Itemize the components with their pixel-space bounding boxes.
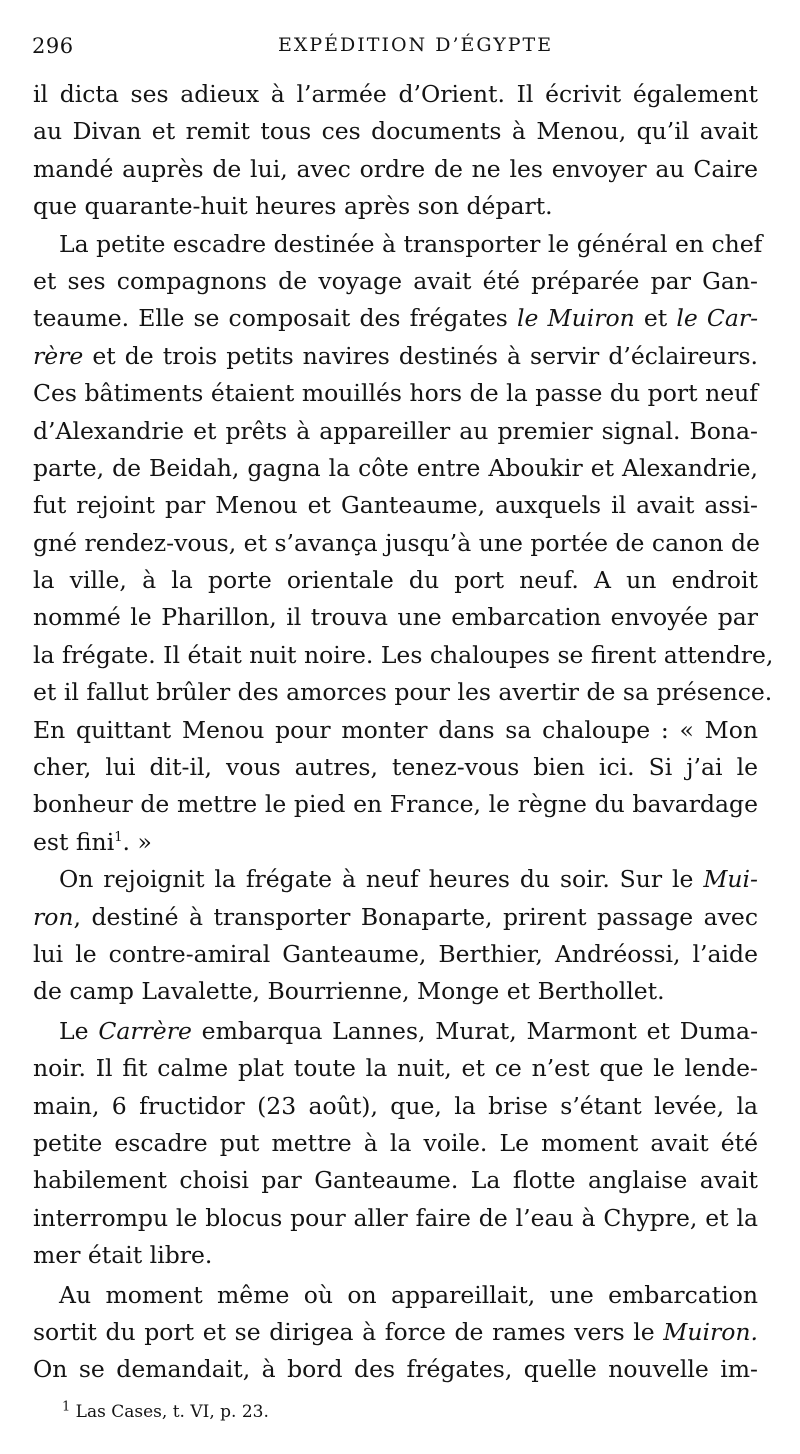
body-text: [33, 76, 774, 1389]
text-run: On rejoignit la frégate à neuf heures du soir. Sur le: [59, 865, 704, 894]
text-line: lui le contre-amiral Ganteaume, Berthier, Andréossi, l’aide: [33, 939, 758, 968]
text-run: Le: [59, 1016, 99, 1045]
text-line: [33, 1013, 758, 1050]
footnote: [62, 1399, 269, 1422]
footnote-reference: 1: [114, 829, 123, 845]
footnote-text: Las Cases, t. VI, p. 23.: [70, 1402, 269, 1422]
text-run: . »: [122, 827, 152, 856]
text-line: interrompu le blocus pour aller faire de l’eau à Chypre, et la: [33, 1203, 758, 1232]
text-line: [33, 338, 758, 375]
ship-name-italic: le Car-: [676, 304, 759, 333]
text-line: il dicta ses adieux à l’armée d’Orient. Il écrivit également: [33, 80, 758, 108]
ship-name-italic: Muiron.: [663, 1317, 758, 1346]
text-line: [33, 300, 758, 337]
text-line: [33, 899, 758, 936]
text-line: gné rendez-vous, et s’avança jusqu’à une portée de canon de: [33, 528, 760, 557]
ship-name-italic: Mui-: [703, 865, 758, 894]
paragraph-5: [33, 1277, 758, 1389]
text-run: embarqua Lannes, Murat, Marmont et Duma-: [191, 1016, 759, 1045]
ship-name-italic: Carrère: [98, 1016, 192, 1045]
text-line: petite escadre put mettre à la voile. Le moment avait été: [33, 1128, 758, 1157]
text-line: [33, 824, 758, 861]
paragraph-1: [33, 76, 758, 226]
text-line: noir. Il fit calme plat toute la nuit, et ce n’est que le lende-: [33, 1054, 758, 1083]
text-line: que quarante-huit heures après son départ.: [33, 192, 553, 221]
text-line: cher, lui dit-il, vous autres, tenez-vous bien ici. Si j’ai le: [33, 753, 758, 782]
paragraph-4: [33, 1013, 758, 1275]
page-header: [30, 28, 770, 62]
text-line: nommé le Pharillon, il trouva une embarcation envoyée par: [33, 603, 758, 632]
footnote-marker: 1: [62, 1399, 71, 1415]
text-line: la ville, à la porte orientale du port neuf. A un endroit: [33, 566, 758, 595]
text-line: au Divan et remit tous ces documents à Menou, qu’il avait: [33, 117, 758, 146]
text-line: Ces bâtiments étaient mouillés hors de la passe du port neuf: [33, 379, 758, 408]
page-number: 296: [32, 34, 74, 58]
text-run: et: [634, 304, 677, 333]
text-run: est fini: [33, 827, 115, 856]
running-head: EXPÉDITION D’ÉGYPTE: [278, 34, 554, 56]
text-line: la frégate. Il était nuit noire. Les chaloupes se firent attendre,: [33, 640, 774, 669]
ship-name-italic: le Muiron: [516, 304, 635, 333]
text-line: [33, 1314, 758, 1351]
text-line: d’Alexandrie et prêts à appareiller au premier signal. Bona-: [33, 416, 758, 445]
text-line: et il fallut brûler des amorces pour les avertir de sa présence.: [33, 678, 773, 707]
text-line: La petite escadre destinée à transporter le général en chef: [59, 229, 763, 258]
text-line: main, 6 fructidor (23 août), que, la brise s’étant levée, la: [33, 1091, 758, 1120]
text-run: teaume. Elle se composait des frégates: [33, 304, 517, 333]
paragraph-3: [33, 861, 758, 1011]
text-line: bonheur de mettre le pied en France, le règne du bavardage: [33, 790, 758, 819]
text-line: mer était libre.: [33, 1241, 213, 1270]
text-line: habilement choisi par Ganteaume. La flotte anglaise avait: [33, 1166, 758, 1195]
text-run: sortit du port et se dirigea à force de rames vers le: [33, 1317, 664, 1346]
text-line: [33, 861, 758, 898]
text-line: mandé auprès de lui, avec ordre de ne les envoyer au Caire: [33, 154, 758, 183]
text-line: Au moment même où on appareillait, une embarcation: [59, 1280, 758, 1309]
text-line: parte, de Beidah, gagna la côte entre Aboukir et Alexandrie,: [33, 453, 758, 482]
ship-name-italic: rère: [33, 341, 84, 370]
text-line: fut rejoint par Menou et Ganteaume, auxquels il avait assi-: [33, 491, 758, 520]
text-line: de camp Lavalette, Bourrienne, Monge et Berthollet.: [33, 977, 665, 1006]
text-run: , destiné à transporter Bonaparte, prirent passage avec: [73, 902, 758, 931]
text-run: et de trois petits navires destinés à servir d’éclaireurs.: [92, 341, 758, 370]
text-line: On se demandait, à bord des frégates, quelle nouvelle im-: [33, 1355, 758, 1384]
text-line: et ses compagnons de voyage avait été préparée par Gan-: [33, 266, 758, 295]
ship-name-italic: ron: [33, 902, 74, 931]
text-line: En quittant Menou pour monter dans sa chaloupe : « Mon: [33, 715, 758, 744]
paragraph-2: [33, 226, 774, 862]
